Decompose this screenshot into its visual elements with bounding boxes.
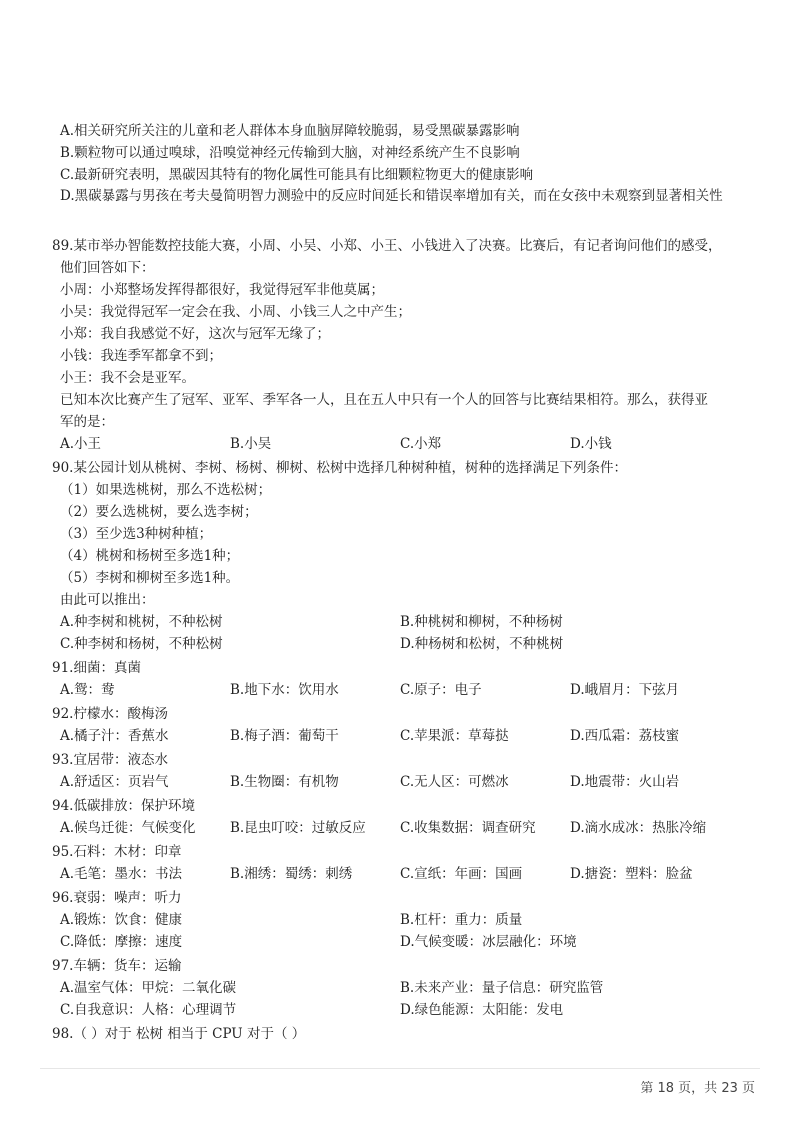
q90-option-a[interactable]: A.种李树和桃树，不种松树 bbox=[60, 614, 223, 630]
q90-options-row2 bbox=[60, 634, 760, 654]
q89-statement-wang: 小王：我不会是亚军。 bbox=[60, 370, 195, 386]
q90-option-c[interactable]: C.种李树和杨树，不种松树 bbox=[60, 636, 223, 652]
q91-options bbox=[60, 680, 760, 700]
q89-option-c[interactable]: C.小郑 bbox=[400, 436, 442, 452]
q90-condition-2: （2）要么选桃树，要么选李树； bbox=[60, 504, 258, 520]
q89-option-b[interactable]: B.小吴 bbox=[230, 436, 272, 452]
q94-option-d[interactable]: D.滴水成冰：热胀冷缩 bbox=[570, 820, 707, 836]
q89-statement-wu: 小吴：我觉得冠军一定会在我、小周、小钱三人之中产生； bbox=[60, 304, 411, 320]
q89-option-a[interactable]: A.小王 bbox=[60, 436, 102, 452]
q93-option-b[interactable]: B.生物圈：有机物 bbox=[230, 774, 339, 790]
q97-option-b[interactable]: B.未来产业：量子信息：研究监管 bbox=[400, 980, 604, 996]
q88-option-d: D.黑碳暴露与男孩在考夫曼简明智力测验中的反应时间延长和错误率增加有关，而在女孩中未观察到显著相关性 bbox=[60, 188, 723, 204]
q89-question-cont: 军的是： bbox=[60, 414, 114, 430]
footer-divider bbox=[40, 1068, 760, 1069]
q96-options-row1 bbox=[60, 910, 760, 930]
q96-option-c[interactable]: C.降低：摩擦：速度 bbox=[60, 934, 183, 950]
q95-option-c[interactable]: C.宣纸：年画：国画 bbox=[400, 866, 523, 882]
q93-option-c[interactable]: C.无人区：可燃冰 bbox=[400, 774, 509, 790]
q91-option-a[interactable]: A.鸳：鸯 bbox=[60, 682, 115, 698]
q89-option-d[interactable]: D.小钱 bbox=[570, 436, 612, 452]
q89-options bbox=[60, 434, 760, 454]
q97-stem: 97.车辆：货车：运输 bbox=[52, 958, 182, 974]
q89-stem-cont: 他们回答如下： bbox=[60, 260, 155, 276]
page-number: 第 18 页，共 23 页 bbox=[640, 1081, 755, 1096]
q93-option-d[interactable]: D.地震带：火山岩 bbox=[570, 774, 680, 790]
q94-options bbox=[60, 818, 760, 838]
q91-option-c[interactable]: C.原子：电子 bbox=[400, 682, 482, 698]
q93-option-a[interactable]: A.舒适区：页岩气 bbox=[60, 774, 169, 790]
q89-statement-zheng: 小郑：我自我感觉不好，这次与冠军无缘了； bbox=[60, 326, 330, 342]
q92-option-d[interactable]: D.西瓜霜：荔枝蜜 bbox=[570, 728, 680, 744]
q96-stem: 96.衰弱：噪声：听力 bbox=[52, 890, 182, 906]
q97-option-a[interactable]: A.温室气体：甲烷：二氧化碳 bbox=[60, 980, 237, 996]
q97-options-row2 bbox=[60, 1000, 760, 1020]
q94-option-c[interactable]: C.收集数据：调查研究 bbox=[400, 820, 536, 836]
q91-option-d[interactable]: D.峨眉月：下弦月 bbox=[570, 682, 680, 698]
q96-option-a[interactable]: A.锻炼：饮食：健康 bbox=[60, 912, 183, 928]
q89-question: 已知本次比赛产生了冠军、亚军、季军各一人，且在五人中只有一个人的回答与比赛结果相符。那么，获得亚 bbox=[60, 392, 708, 408]
q90-condition-5: （5）李树和柳树至多选1种。 bbox=[60, 570, 240, 586]
q90-option-d[interactable]: D.种杨树和松树，不种桃树 bbox=[400, 636, 564, 652]
q89-stem: 89.某市举办智能数控技能大赛，小周、小吴、小郑、小王、小钱进入了决赛。比赛后，有记者询问他们的感受， bbox=[52, 238, 722, 254]
q93-stem: 93.宜居带：液态水 bbox=[52, 752, 168, 768]
q98-stem: 98.（ ）对于 松树 相当于 CPU 对于（ ） bbox=[52, 1026, 306, 1042]
q90-condition-3: （3）至少选3种树种植； bbox=[60, 526, 213, 542]
q90-condition-1: （1）如果选桃树，那么不选松树； bbox=[60, 482, 272, 498]
q92-option-b[interactable]: B.梅子酒：葡萄干 bbox=[230, 728, 339, 744]
q97-options-row1 bbox=[60, 978, 760, 998]
q95-stem: 95.石料：木材：印章 bbox=[52, 844, 182, 860]
q97-option-d[interactable]: D.绿色能源：太阳能：发电 bbox=[400, 1002, 564, 1018]
q96-option-b[interactable]: B.杠杆：重力：质量 bbox=[400, 912, 523, 928]
q97-option-c[interactable]: C.自我意识：人格：心理调节 bbox=[60, 1002, 237, 1018]
q88-option-b: B.颗粒物可以通过嗅球，沿嗅觉神经元传输到大脑，对神经系统产生不良影响 bbox=[60, 145, 520, 161]
q94-option-b[interactable]: B.昆虫叮咬：过敏反应 bbox=[230, 820, 366, 836]
q94-stem: 94.低碳排放：保护环境 bbox=[52, 798, 195, 814]
q92-option-c[interactable]: C.苹果派：草莓挞 bbox=[400, 728, 509, 744]
q90-options-row1 bbox=[60, 612, 760, 632]
q94-option-a[interactable]: A.候鸟迁徙：气候变化 bbox=[60, 820, 196, 836]
q90-condition-4: （4）桃树和杨树至多选1种； bbox=[60, 548, 240, 564]
q88-option-c: C.最新研究表明，黑碳因其特有的物化属性可能具有比细颗粒物更大的健康影响 bbox=[60, 167, 534, 183]
q90-option-b[interactable]: B.种桃树和柳树，不种杨树 bbox=[400, 614, 563, 630]
q95-option-a[interactable]: A.毛笔：墨水：书法 bbox=[60, 866, 183, 882]
q88-option-a: A.相关研究所关注的儿童和老人群体本身血脑屏障较脆弱，易受黑碳暴露影响 bbox=[60, 123, 520, 139]
q91-stem: 91.细菌：真菌 bbox=[52, 660, 141, 676]
q92-options bbox=[60, 726, 760, 746]
q89-statement-zhou: 小周：小郑整场发挥得都很好，我觉得冠军非他莫属； bbox=[60, 282, 384, 298]
q91-option-b[interactable]: B.地下水：饮用水 bbox=[230, 682, 339, 698]
q92-stem: 92.柠檬水：酸梅汤 bbox=[52, 706, 168, 722]
q96-option-d[interactable]: D.气候变暖：冰层融化：环境 bbox=[400, 934, 577, 950]
q92-option-a[interactable]: A.橘子汁：香蕉水 bbox=[60, 728, 169, 744]
q93-options bbox=[60, 772, 760, 792]
q95-options bbox=[60, 864, 760, 884]
q95-option-d[interactable]: D.搪瓷：塑料：脸盆 bbox=[570, 866, 693, 882]
q90-infer: 由此可以推出： bbox=[60, 592, 155, 608]
q90-stem: 90.某公园计划从桃树、李树、杨树、柳树、松树中选择几种树种植，树种的选择满足下列条件： bbox=[52, 460, 627, 476]
q96-options-row2 bbox=[60, 932, 760, 952]
q95-option-b[interactable]: B.湘绣：蜀绣：刺绣 bbox=[230, 866, 353, 882]
q89-statement-qian: 小钱：我连季军都拿不到； bbox=[60, 348, 222, 364]
